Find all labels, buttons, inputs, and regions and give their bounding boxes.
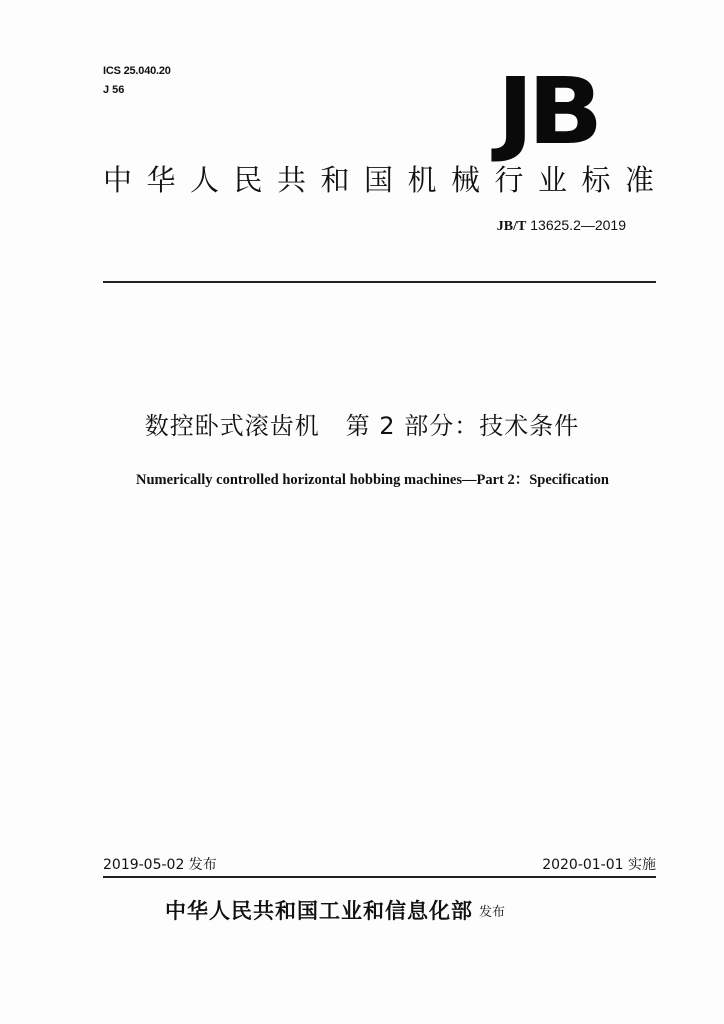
issue-date: 2019-05-02 发布 [103, 857, 217, 873]
document-title-chinese: 数控卧式滚齿机 第 2 部分：技术条件 [144, 412, 580, 440]
issuer-organization: 中华人民共和国工业和信息化部 [165, 899, 473, 923]
standard-number-prefix: JB/T [496, 219, 527, 234]
top-divider [103, 281, 656, 283]
document-title-english: Numerically controlled horizontal hobbing machines—Part 2：Specification [136, 472, 609, 488]
bottom-divider [103, 876, 656, 878]
issuer-verb: 发布 [479, 905, 506, 920]
standard-number [497, 216, 626, 236]
ccs-code: J 56 [103, 84, 125, 96]
issuer-line [165, 896, 505, 926]
implementation-date: 2020-01-01 实施 [542, 857, 656, 873]
standard-number-value: 13625.2—2019 [526, 217, 626, 233]
ics-code: ICS 25.040.20 [103, 65, 171, 77]
standard-type-title: 中华人民共和国机械行业标准 [103, 163, 669, 197]
jb-logo: JB [497, 58, 597, 165]
